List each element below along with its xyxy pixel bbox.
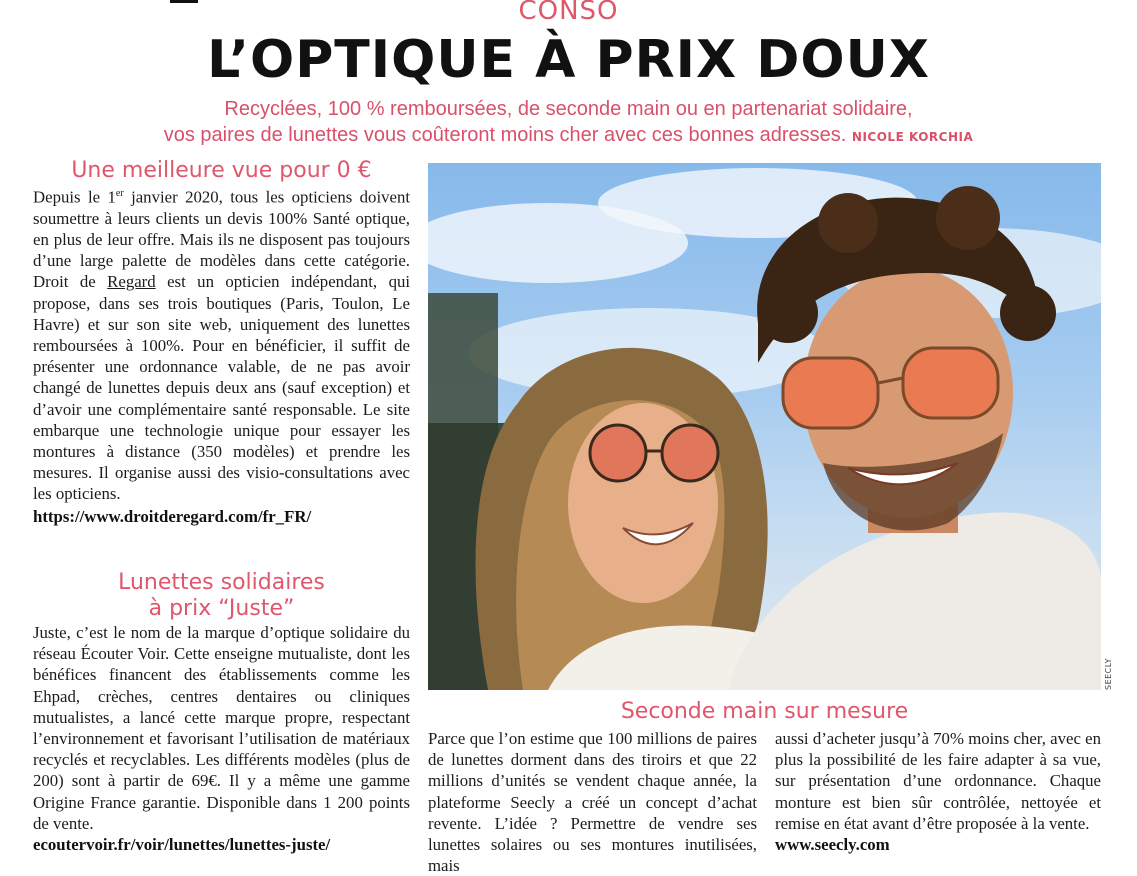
article-body-lunettes-solidaires [33, 622, 410, 855]
standfirst [0, 96, 1137, 150]
photo-illustration [428, 163, 1101, 690]
underlined-word: Regard [107, 272, 156, 292]
body-paragraph-col-2: aussi d’acheter jusqu’à 70% moins cher, avec en plus la possibilité de les faire adapter à sa vue, sur présentation d’une ordonnance. Chaque monture est bien sûr contrôlée, nettoyée et remise en état avant d’être proposée à la vente. [775, 729, 1101, 833]
body-text-middle: janvier 2020, tous les opticiens doivent soumettre à leurs clients un devis 100% Santé optique, en plus de leur offre. Mais ils ne disposent pas toujours d’une large palette de modèles dans cette catégorie. Droit de [33, 187, 411, 292]
ecouter-voir-link[interactable]: ecoutervoir.fr/voir/lunettes/lunettes-juste/ [33, 835, 331, 855]
body-paragraph: Juste, c’est le nom de la marque d’optique solidaire du réseau Écouter Voir. Cette enseigne mutualiste, dont les bénéfices financent des établissements comme les Ehpad, crèches, centres dentaires ou cliniques mutualistes, a lancé cette marque propre, respectant l’environnement et favorisant l’utilisation de matériaux recyclés et recyclables. Les différents modèles (plus de 200) sont à partir de 69€. Il y a même une gamme Origine France garantie. Disponible dans 1 200 points de vente. [33, 623, 410, 833]
ordinal-superscript: er [115, 188, 124, 199]
couple-sunglasses-photo [428, 163, 1101, 690]
article-body-meilleure-vue [33, 183, 410, 527]
photo-credit: SEECLY [1104, 657, 1113, 690]
body-paragraph-col-1: Parce que l’on estime que 100 millions de paires de lunettes dorment dans des tiroirs et que 22 millions d’unités se vendent chaque année, la plateforme Seecly a créé un concept d’achat revente. L’idée ? Permettre de vendre ses lunettes solaires ou ses montures inutilisées, mais [428, 729, 757, 876]
seecly-link[interactable]: www.seecly.com [775, 835, 890, 855]
section-kicker: CONSO [518, 0, 619, 26]
section-title-meilleure-vue: Une meilleure vue pour 0 € [71, 158, 372, 183]
page-headline: L’OPTIQUE À PRIX DOUX [207, 30, 930, 90]
standfirst-line-2 [0, 122, 1137, 150]
section-title-line-2: à prix “Juste” [148, 596, 295, 621]
body-text-start: Depuis le 1 [33, 187, 116, 207]
article-body-seconde-main-col-1 [428, 728, 757, 876]
section-title-line-1: Lunettes solidaires [118, 570, 325, 595]
standfirst-line-1: Recyclées, 100 % remboursées, de seconde main ou en partenariat solidaire, [224, 98, 913, 120]
body-text-end: est un opticien indépendant, qui propose, dans ses trois boutiques (Paris, Toulon, Le Havre) et sur son site web, uniquement des lunettes remboursées à 100%. Pour en bénéficier, il suffit de présenter une ordonnance valable, de ne pas avoir changé de lunettes depuis deux ans (sauf exception) et d’avoir une complémentaire santé responsable. Le site embarque une technologie unique pour essayer les montures à distance (350 modèles) et prendre les mesures. Il organise aussi des visio-consultations avec les opticiens. [33, 272, 411, 504]
section-title-seconde-main: Seconde main sur mesure [620, 699, 909, 724]
droit-de-regard-link[interactable]: https://www.droitderegard.com/fr_FR/ [33, 506, 312, 526]
article-body-seconde-main-col-2 [775, 728, 1101, 855]
author-byline: NICOLE KORCHIA [851, 130, 974, 144]
standfirst-line-2-text: vos paires de lunettes vous coûteront moins cher avec ces bonnes adresses. [163, 124, 847, 146]
section-title-lunettes-solidaires [33, 570, 410, 622]
